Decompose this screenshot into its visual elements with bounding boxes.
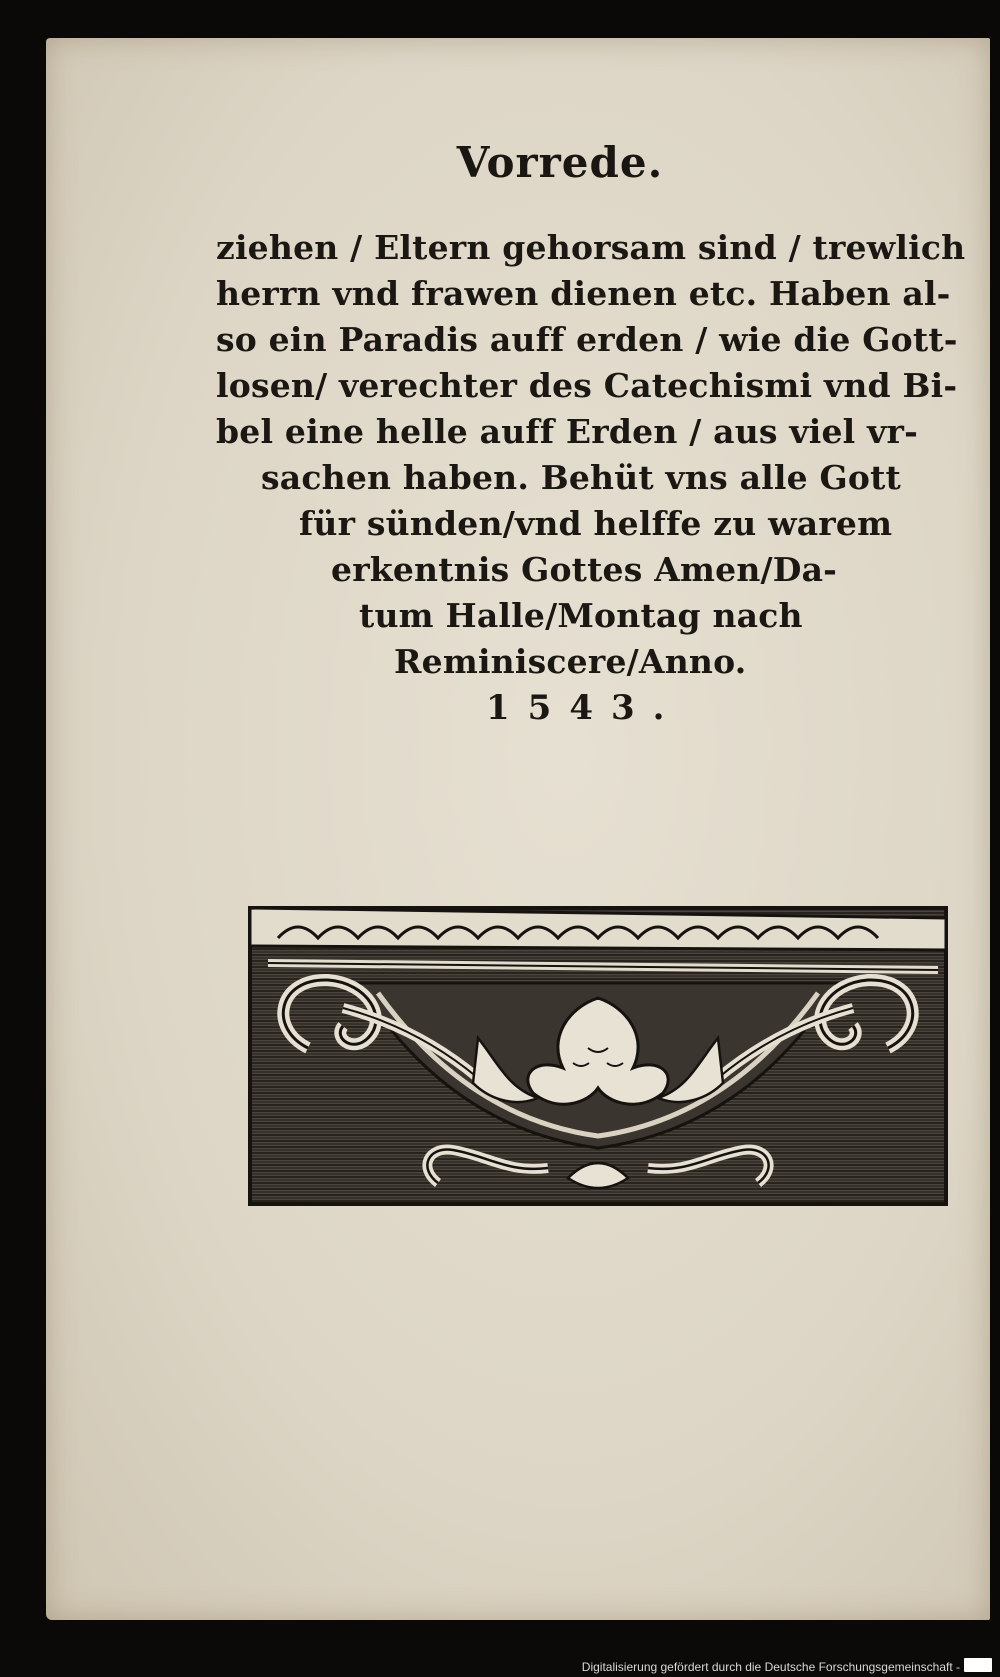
page-heading: Vorrede.: [456, 138, 664, 187]
dfg-logo: [964, 1658, 992, 1672]
book-page: [46, 38, 990, 1620]
text-line: losen/ verechter des Catechismi vnd Bi-: [216, 366, 958, 405]
text-line: bel eine helle auff Erden / aus viel vr-: [216, 412, 918, 451]
text-block: [46, 38, 990, 798]
text-line: herrn vnd frawen dienen etc. Haben al-: [216, 274, 951, 313]
text-line: für sünden/vnd helffe zu warem: [299, 504, 893, 543]
text-line: ziehen / Eltern gehorsam sind / trewlich: [216, 228, 966, 267]
year-line: 1543.: [486, 688, 683, 728]
digitization-credit: Digitalisierung gefördert durch die Deutsche Forschungsgemeinschaft -: [581, 1660, 960, 1674]
text-line: Reminiscere/Anno.: [394, 642, 747, 681]
text-line: sachen haben. Behüt vns alle Gott: [261, 458, 901, 497]
woodcut-ornament: [248, 888, 948, 1208]
text-line: so ein Paradis auff erden / wie die Gott-: [216, 320, 958, 359]
text-line: erkentnis Gottes Amen/Da-: [331, 550, 838, 589]
text-line: tum Halle/Montag nach: [359, 596, 803, 635]
